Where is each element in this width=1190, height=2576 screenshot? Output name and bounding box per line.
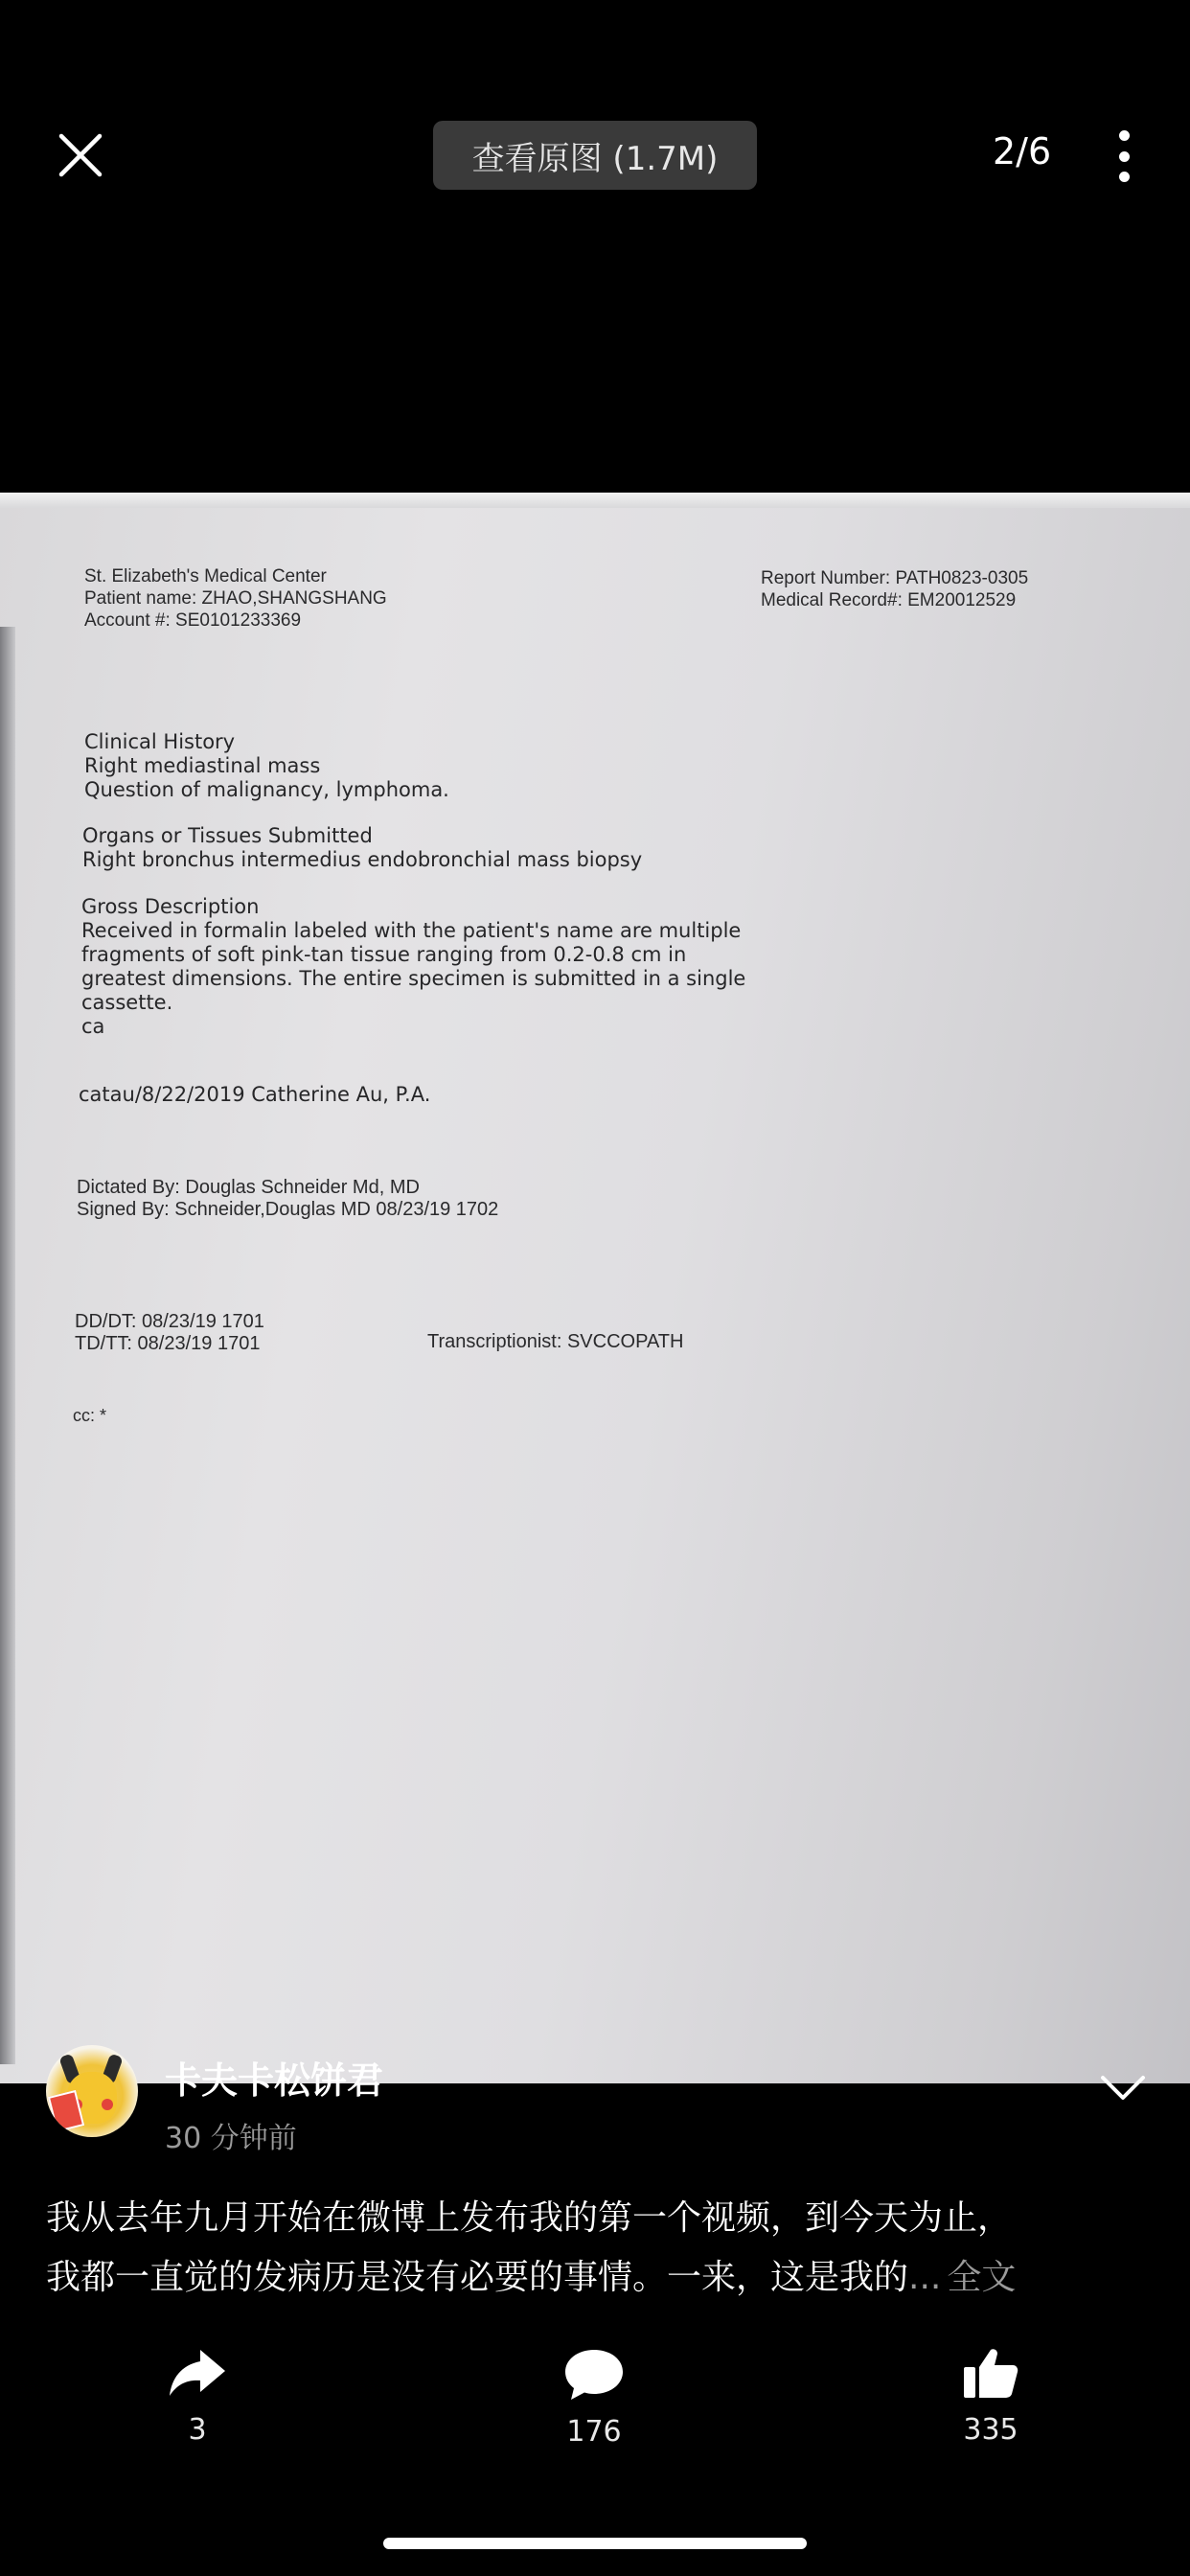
page-indicator: 2/6 [993,130,1052,172]
like-button[interactable] [933,2346,1048,2447]
dd-section: DD/DT: 08/23/19 1701 TD/TT: 08/23/19 1701 [75,1311,264,1354]
share-button[interactable] [140,2346,255,2447]
comment-button[interactable] [537,2346,652,2449]
home-indicator[interactable] [383,2538,807,2549]
paper-edge [0,493,1190,508]
more-options-button[interactable] [1110,130,1138,182]
comment-count: 176 [566,2415,622,2449]
thumbs-up-icon [962,2346,1019,2400]
header-left: St. Elizabeth's Medical Center Patient name: ZHAO,SHANGSHANG Account #: SE0101233369 [84,566,387,631]
close-button[interactable] [56,130,105,180]
share-icon [168,2346,227,2400]
avatar[interactable] [46,2045,138,2137]
transcriptionist: Transcriptionist: SVCCOPATH [427,1331,684,1352]
like-count: 335 [963,2413,1018,2447]
dictated-section: Dictated By: Douglas Schneider Md, MD Signed By: Schneider,Douglas MD 08/23/19 1702 [77,1177,499,1220]
organs-section: Organs or Tissues Submitted Right bronchus intermedius endobronchial mass biopsy [82,824,643,871]
username[interactable]: 卡夫卡松饼君 [165,2059,384,2102]
share-count: 3 [188,2413,207,2447]
close-icon [56,130,105,180]
post-text: 我从去年九月开始在微博上发布我的第一个视频，到今天为止， 我都一直觉的发病历是没有必要的事情。一来，这是我的... 全文 [46,2198,1017,2297]
collapse-button[interactable] [1100,2074,1146,2103]
document-photo[interactable] [0,493,1190,2083]
paper-shadow [0,627,15,2064]
cc-line: cc: * [73,1406,107,1425]
chevron-down-icon [1100,2074,1146,2103]
read-more-link[interactable]: 全文 [947,2258,1017,2297]
ellipsis: ... [908,2258,942,2297]
more-vertical-icon [1119,130,1130,141]
post-time: 30 分钟前 [165,2122,297,2155]
comment-icon [563,2346,625,2402]
clinical-history: Clinical History Right mediastinal mass Question of malignancy, lymphoma. [84,730,449,801]
signoff-line: catau/8/22/2019 Catherine Au, P.A. [79,1083,431,1106]
header-right: Report Number: PATH0823-0305 Medical Record#: EM20012529 [761,568,1029,610]
gross-description: Gross Description Received in formalin labeled with the patient's name are multiple fragments of soft pink-tan tissue ranging from 0.2-0.8 cm in greatest dimensions. The entire specimen is submitted in a single cassette. ca [81,895,746,1038]
view-original-button[interactable]: 查看原图 (1.7M) [433,121,757,190]
